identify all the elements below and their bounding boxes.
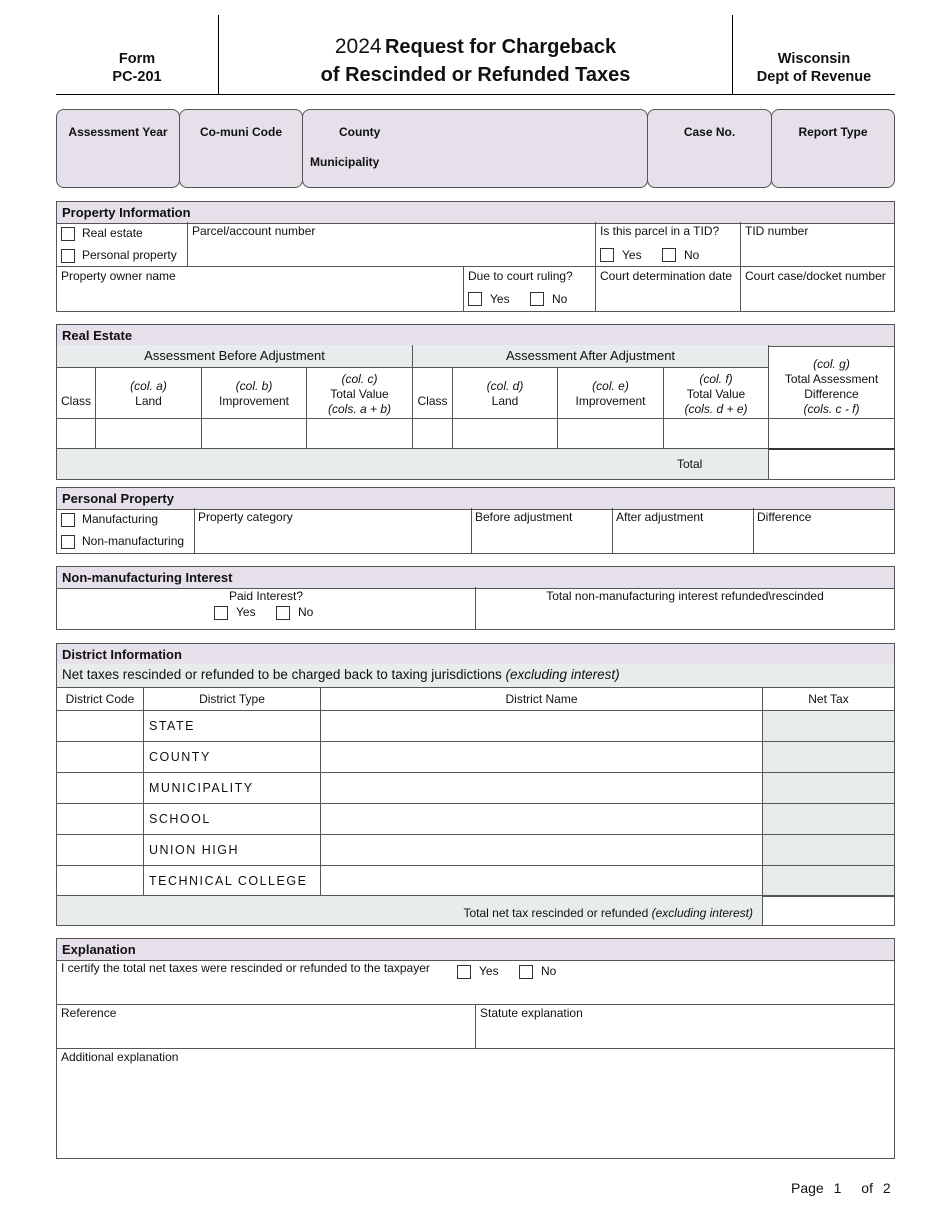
col-e-label: (col. e) (592, 379, 629, 393)
district-name-input[interactable] (320, 865, 763, 897)
col-b-improvement: Improvement (218, 394, 290, 408)
property-info-title: Property Information (57, 202, 894, 224)
court-case-field[interactable] (740, 266, 895, 312)
pp-after-field[interactable] (612, 508, 754, 554)
pp-before-label: Before adjustment (475, 510, 573, 524)
title-line2: of Rescinded or Refunded Taxes (320, 64, 631, 86)
co-muni-code-box[interactable] (179, 109, 303, 188)
col-a-land: Land (135, 394, 162, 408)
personal-property-title: Personal Property (57, 488, 894, 510)
real-estate-total-row (56, 448, 769, 480)
county-label: County (339, 125, 381, 139)
real-estate-total-label: Total (677, 457, 703, 471)
class-after-header (412, 367, 453, 419)
tid-number-field[interactable] (740, 222, 895, 267)
col-g-total: Total Assessment (784, 372, 879, 386)
interest-total-field[interactable] (475, 587, 895, 630)
of-label: of (861, 1180, 873, 1196)
court-yes-label: Yes (490, 292, 510, 306)
co-muni-code-label: Co-muni Code (200, 125, 282, 139)
net-tax-header: Net Tax (762, 687, 895, 711)
district-code-input[interactable] (56, 710, 144, 742)
real-estate-title: Real Estate (57, 325, 894, 347)
pp-before-field[interactable] (471, 508, 613, 554)
district-type-header: District Type (143, 687, 321, 711)
net-tax-input[interactable] (762, 803, 895, 835)
page-label: Page (791, 1180, 824, 1196)
form-label: Form (118, 51, 156, 67)
interest-title: Non-manufacturing Interest (57, 567, 894, 589)
certify-label: I certify the total net taxes were rescinded or refunded to the taxpayer (61, 961, 430, 975)
district-total-row (56, 895, 763, 926)
property-category-label: Property category (198, 510, 293, 524)
col-e-improvement: Improvement (575, 394, 646, 408)
district-type-label: COUNTY (149, 750, 211, 764)
additional-explanation-label: Additional explanation (61, 1050, 179, 1064)
district-type-cell (143, 741, 321, 773)
interest-yes-checkbox[interactable] (214, 606, 228, 620)
district-code-header: District Code (56, 687, 144, 711)
municipality-label: Municipality (310, 155, 380, 169)
manufacturing-checkbox[interactable] (61, 513, 75, 527)
net-tax-input[interactable] (762, 741, 895, 773)
report-type-label: Report Type (798, 125, 868, 139)
certify-cell (56, 959, 895, 1005)
title-line1: Request for Chargeback (384, 36, 617, 58)
district-name-input[interactable] (320, 834, 763, 866)
district-code-input[interactable] (56, 834, 144, 866)
difference-input[interactable] (768, 418, 895, 449)
form-id (56, 50, 218, 86)
district-type-label: SCHOOL (149, 812, 211, 826)
court-yes-checkbox[interactable] (468, 292, 482, 306)
non-manufacturing-label: Non-manufacturing (82, 534, 185, 548)
header-rule (56, 94, 895, 95)
pp-after-label: After adjustment (616, 510, 704, 524)
pp-difference-field[interactable] (753, 508, 895, 554)
district-subtitle-text: Net taxes rescinded or refunded to be charged back to taxing jurisdictions (62, 667, 502, 682)
land-before-input[interactable] (95, 418, 202, 449)
district-code-input[interactable] (56, 741, 144, 773)
net-tax-input[interactable] (762, 865, 895, 897)
interest-yes-label: Yes (236, 605, 256, 619)
after-adjustment-header: Assessment After Adjustment (412, 345, 769, 368)
col-d-label: (col. d) (486, 379, 524, 393)
district-name-input[interactable] (320, 772, 763, 804)
land-after-input[interactable] (452, 418, 558, 449)
court-date-label: Court determination date (600, 269, 733, 283)
col-g-difference: Difference (804, 387, 859, 401)
assessment-year-box[interactable] (56, 109, 180, 188)
district-type-label: UNION HIGH (149, 843, 239, 857)
net-tax-input[interactable] (762, 772, 895, 804)
district-subtitle-italic: (excluding interest) (505, 667, 620, 682)
court-no-label: No (552, 292, 568, 306)
statute-field[interactable] (475, 1004, 895, 1049)
col-b-header (201, 367, 307, 419)
district-type-label: MUNICIPALITY (149, 781, 254, 795)
district-total-text: Total net tax rescinded or refunded (463, 906, 649, 920)
court-ruling-label: Due to court ruling? (468, 269, 573, 283)
col-e-header (557, 367, 664, 419)
form-year: 2024 (334, 35, 382, 58)
page-indicator (791, 1180, 891, 1196)
owner-name-field[interactable] (56, 266, 464, 312)
form-number: PC-201 (112, 69, 162, 85)
interest-total-label: Total non-manufacturing interest refunded\rescinded (546, 589, 824, 603)
personal-property-checkbox[interactable] (61, 249, 75, 263)
col-d-header (452, 367, 558, 419)
case-no-label: Case No. (683, 125, 736, 139)
parcel-number-label: Parcel/account number (192, 224, 316, 238)
net-tax-input[interactable] (762, 710, 895, 742)
col-g-label: (col. g) (813, 357, 850, 371)
class-after-label: Class (417, 394, 448, 408)
court-date-field[interactable] (595, 266, 741, 312)
district-name-input[interactable] (320, 741, 763, 773)
col-b-label: (col. b) (235, 379, 273, 393)
district-name-header: District Name (320, 687, 763, 711)
district-code-input[interactable] (56, 803, 144, 835)
case-no-box[interactable] (647, 109, 772, 188)
district-title: District Information (57, 644, 894, 666)
manufacturing-label: Manufacturing (82, 512, 159, 526)
district-type-label: STATE (149, 719, 195, 733)
district-subtitle (56, 664, 895, 688)
tid-question-label: Is this parcel in a TID? (600, 224, 720, 238)
property-category-field[interactable] (194, 508, 472, 554)
certify-yes-checkbox[interactable] (457, 965, 471, 979)
certify-no-label: No (541, 964, 557, 978)
pp-difference-label: Difference (757, 510, 812, 524)
statute-label: Statute explanation (480, 1006, 583, 1020)
col-d-land: Land (491, 394, 519, 408)
additional-explanation-field[interactable] (56, 1048, 895, 1159)
improvement-after-input[interactable] (557, 418, 664, 449)
tid-no-checkbox[interactable] (662, 248, 676, 262)
tid-yes-label: Yes (622, 248, 642, 262)
certify-yes-label: Yes (479, 964, 499, 978)
agency-line1: Wisconsin (777, 51, 851, 67)
district-type-label: TECHNICAL COLLEGE (149, 874, 308, 888)
district-type-cell (143, 834, 321, 866)
col-c-formula: (cols. a + b) (327, 402, 392, 416)
total-pages: 2 (882, 1180, 891, 1196)
class-before-label: Class (60, 394, 91, 408)
assessment-year-label: Assessment Year (68, 125, 168, 139)
reference-field[interactable] (56, 1004, 476, 1049)
tid-yes-checkbox[interactable] (600, 248, 614, 262)
real-estate-total-input[interactable] (768, 448, 895, 480)
district-total-italic: (excluding interest) (651, 906, 753, 920)
reference-label: Reference (61, 1006, 117, 1020)
net-tax-input[interactable] (762, 834, 895, 866)
improvement-before-input[interactable] (201, 418, 307, 449)
form-title (219, 34, 732, 88)
agency (733, 50, 895, 86)
class-before-header (56, 367, 96, 419)
total-before-input[interactable] (306, 418, 413, 449)
district-name-input[interactable] (320, 803, 763, 835)
district-type-cell (143, 710, 321, 742)
class-after-input[interactable] (412, 418, 453, 449)
real-estate-checkbox[interactable] (61, 227, 75, 241)
parcel-number-field[interactable] (187, 222, 596, 267)
county-municipality-box[interactable] (302, 109, 648, 188)
certify-no-checkbox[interactable] (519, 965, 533, 979)
court-case-label: Court case/docket number (745, 269, 886, 283)
district-type-cell (143, 865, 321, 897)
district-type-cell (143, 772, 321, 804)
real-estate-label: Real estate (82, 226, 143, 240)
col-f-label: (col. f) (699, 372, 733, 386)
district-code-input[interactable] (56, 865, 144, 897)
col-c-label: (col. c) (341, 372, 378, 386)
interest-no-checkbox[interactable] (276, 606, 290, 620)
tid-number-label: TID number (745, 224, 809, 238)
class-before-input[interactable] (56, 418, 96, 449)
paid-interest-label: Paid Interest? (228, 589, 304, 603)
owner-name-label: Property owner name (61, 269, 176, 283)
col-f-formula: (cols. d + e) (684, 402, 748, 416)
personal-property-label: Personal property (82, 248, 177, 262)
court-no-checkbox[interactable] (530, 292, 544, 306)
col-g-header (768, 345, 895, 419)
interest-no-label: No (298, 605, 314, 619)
col-a-label: (col. a) (130, 379, 167, 393)
district-code-input[interactable] (56, 772, 144, 804)
district-total-label (463, 906, 753, 920)
agency-line2: Dept of Revenue (756, 69, 872, 85)
paid-interest-cell (56, 587, 476, 630)
col-c-header (306, 367, 413, 419)
before-adjustment-header: Assessment Before Adjustment (56, 345, 413, 368)
report-type-box[interactable] (771, 109, 895, 188)
col-g-formula: (cols. c - f) (803, 402, 860, 416)
explanation-title: Explanation (57, 939, 894, 961)
col-c-total: Total Value (330, 387, 389, 401)
col-a-header (95, 367, 202, 419)
page-number: 1 (833, 1180, 842, 1196)
total-after-input[interactable] (663, 418, 769, 449)
col-f-total: Total Value (686, 387, 746, 401)
district-name-input[interactable] (320, 710, 763, 742)
col-f-header (663, 367, 769, 419)
district-total-input[interactable] (762, 895, 895, 926)
district-type-cell (143, 803, 321, 835)
non-manufacturing-checkbox[interactable] (61, 535, 75, 549)
tid-no-label: No (684, 248, 700, 262)
